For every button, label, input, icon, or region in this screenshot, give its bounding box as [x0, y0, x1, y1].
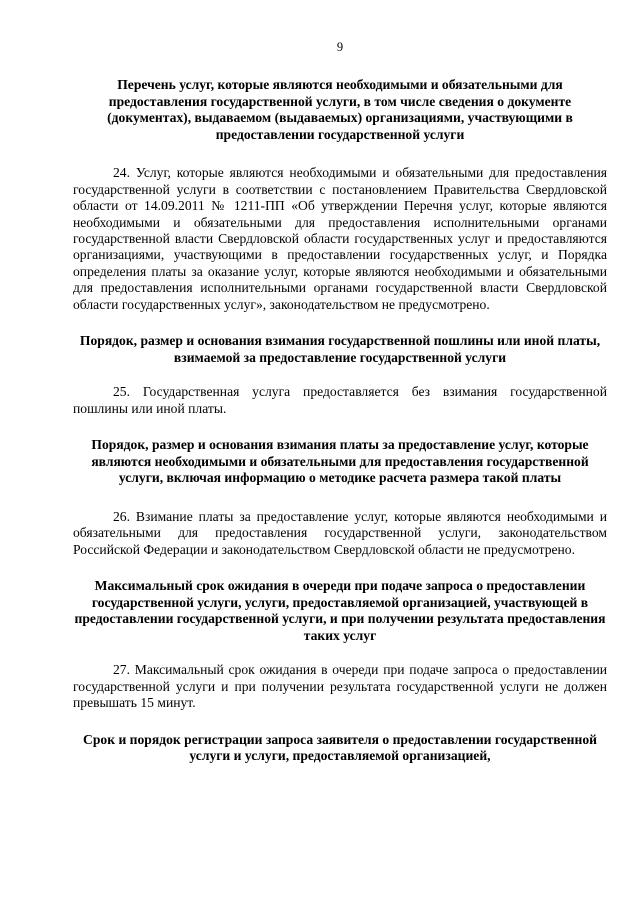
paragraph-26: 26. Взимание платы за предоставление услуг, которые являются необходимыми и обязательными для предоставления государственной услуги, законодательством Российской Федерации и законодательством Свердловской области не предусмотрено.: [73, 508, 607, 557]
section-fee-procedure: [73, 437, 607, 558]
section-queue-time: [73, 578, 607, 712]
paragraph-24: 24. Услуг, которые являются необходимыми и обязательными для предоставления государственной услуги в соответствии с постановлением Правительства Свердловской области от 14.09.2011 № 1211-ПП «Об утверждении Перечня услуг, которые являются необходимыми и обязательными для предоставления исполнительными органами государственной власти Свердловской области государственных услуг и предоставляются организациями, участвующими в предоставлении государственных услуг, и Порядка определения платы за оказание услуг, которые являются необходимыми и обязательными для предоставления исполнительными органами государственной власти Свердловской области государственных услуг», законодательством не предусмотрено.: [73, 165, 607, 312]
section-state-duty: [73, 333, 607, 417]
section-registration: [73, 732, 607, 765]
section-heading: Перечень услуг, которые являются необходимыми и обязательными для предоставления государственной услуги, в том числе сведения о документе (документах), выдаваемом (выдаваемых) организациями, участвующими в предоставлении государственной услуги: [107, 77, 573, 142]
section-heading: Срок и порядок регистрации запроса заявителя о предоставлении государственной услуги и услуги, предоставляемой организацией,: [83, 731, 597, 764]
page-number: 9: [336, 40, 344, 54]
section-heading: Порядок, размер и основания взимания платы за предоставление услуг, которые являются необходимыми и обязательными для предоставления государственной услуги, включая информацию о методике расчета размера такой платы: [91, 437, 589, 486]
paragraph-27: 27. Максимальный срок ожидания в очереди при подаче запроса о предоставлении государственной услуги и при получении результата государственной услуги не должен превышать 15 минут.: [73, 662, 607, 711]
paragraph-25: 25. Государственная услуга предоставляется без взимания государственной пошлины или иной платы.: [73, 384, 607, 416]
section-heading: Максимальный срок ожидания в очереди при подаче запроса о предоставлении государственной услуги, услуги, предоставляемой организацией, участвующей в предоставлении государственной услуги, и при получении результата предоставления таких услуг: [74, 578, 606, 643]
section-services-list: [73, 77, 607, 313]
section-heading: Порядок, размер и основания взимания государственной пошлины или иной платы, взимаемой за предоставление государственной услуги: [79, 333, 601, 365]
